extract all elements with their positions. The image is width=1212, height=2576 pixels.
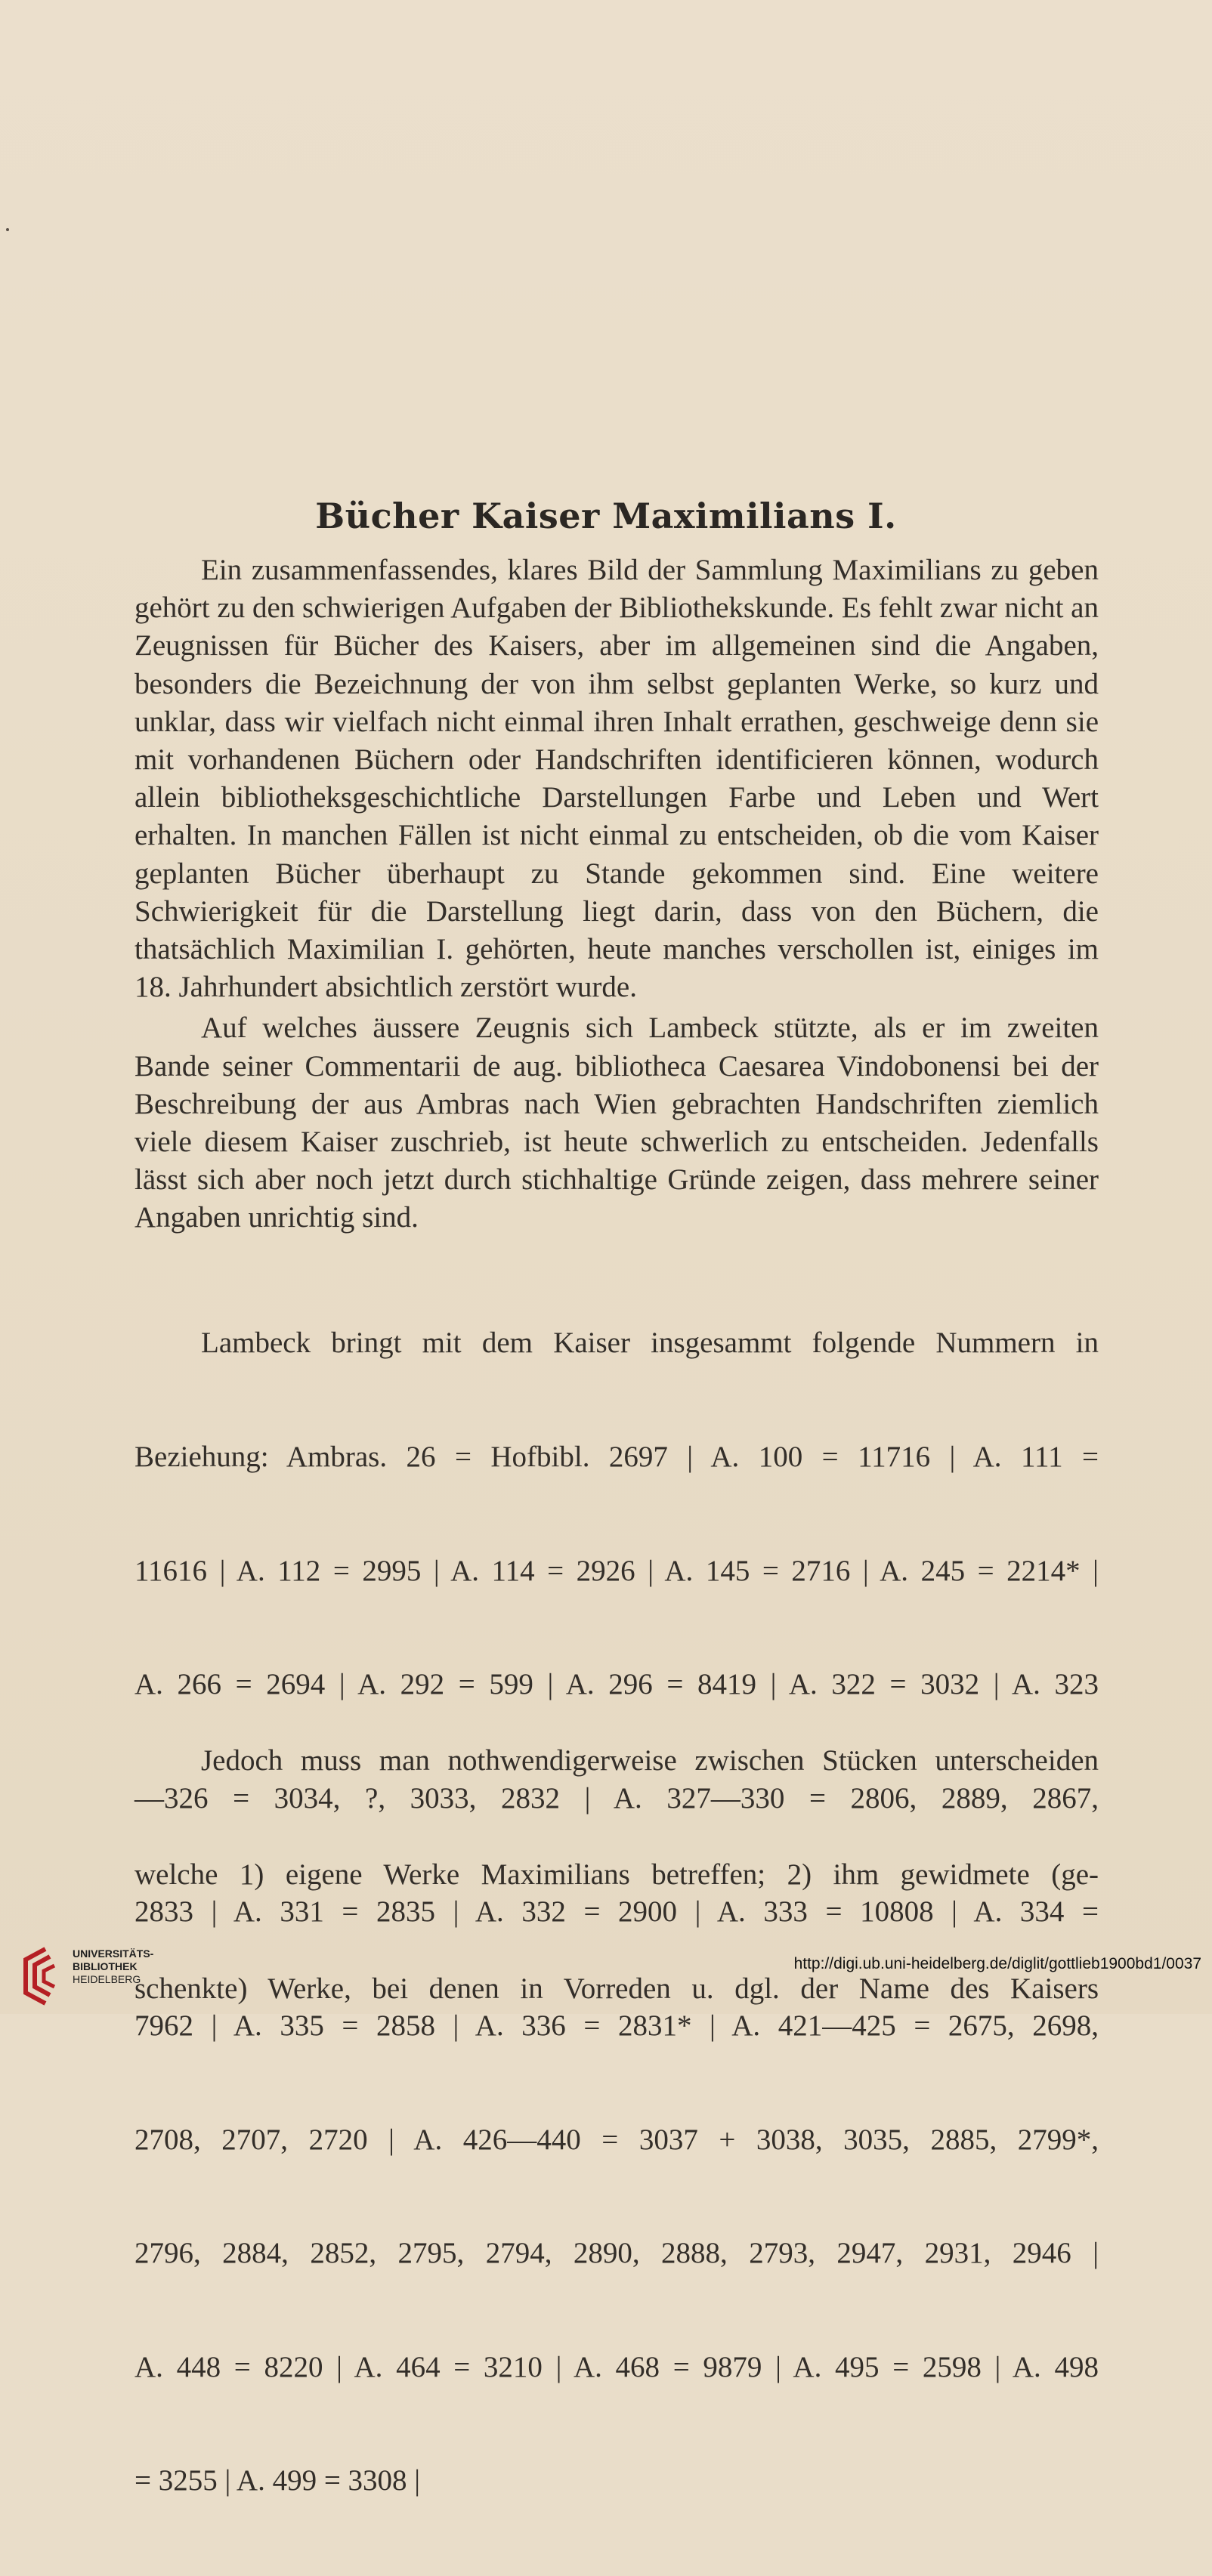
paragraph-2: Auf welches äussere Zeugnis sich Lambeck stützte, als er im zweiten Bande seiner Commentarii de aug. bibliotheca Caesarea Vindobonensi bei der Beschreibung der aus Ambras nach Wien gebrachten Handschriften ziemlich viele diesem Kaiser zuschrieb, ist heute schwerlich zu entscheiden. Jedenfalls lässt sich aber noch jetzt durch stichhaltige Gründe zeigen, dass mehrere seiner Angaben unrichtig sind.: [134, 1012, 1099, 1234]
numbers-line: 2796, 2884, 2852, 2795, 2794, 2890, 2888, 2793, 2947, 2931, 2946 |: [134, 2237, 1099, 2270]
library-name-line2: BIBLIOTHEK: [73, 1960, 138, 1972]
body-text: [134, 551, 1099, 1240]
closing-paragraph: [134, 1666, 1099, 2083]
digitization-footer: [0, 1922, 1212, 2014]
library-name-line3: HEIDELBERG: [73, 1973, 141, 1985]
source-url-link[interactable]: http://digi.ub.uni-heidelberg.de/diglit/gottlieb1900bd1/0037: [793, 1955, 1201, 1972]
numbers-line: = 3255 | A. 499 = 3308 |: [134, 2464, 421, 2497]
closing-line: welche 1) eigene Werke Maximilians betreffen; 2) ihm gewidmete (ge-: [134, 1858, 1099, 1891]
closing-line: Jedoch muss man nothwendigerweise zwischen Stücken unterscheiden: [201, 1744, 1099, 1778]
numbers-line: Beziehung: Ambras. 26 = Hofbibl. 2697 | A. 100 = 11716 | A. 111 =: [134, 1441, 1099, 1473]
ink-speck: [6, 228, 9, 231]
numbers-line: A. 266 = 2694 | A. 292 = 599 | A. 296 = 8419 | A. 322 = 3032 | A. 323: [134, 1668, 1099, 1701]
numbers-line: Lambeck bringt mit dem Kaiser insgesammt folgende Nummern in: [201, 1327, 1099, 1360]
numbers-line: 2708, 2707, 2720 | A. 426—440 = 3037 + 3038, 3035, 2885, 2799*,: [134, 2123, 1099, 2156]
numbers-line: A. 448 = 8220 | A. 464 = 3210 | A. 468 = 9879 | A. 495 = 2598 | A. 498: [134, 2350, 1099, 2383]
library-logo-icon: [15, 1944, 68, 2006]
paragraph-1: Ein zusammenfassendes, klares Bild der Sammlung Maximilians zu geben gehört zu den schwierigen Aufgaben der Bibliothekskunde. Es fehlt zwar nicht an Zeugnissen für Bücher des Kaisers, aber im allgemeinen sind die Angaben, besonders die Bezeichnung der von ihm selbst geplanten Werke, so kurz und unklar, dass wir vielfach nicht einmal ihren Inhalt errathen, geschweige denn sie mit vorhandenen Büchern oder Handschriften identificieren können, wodurch allein bibliotheksgeschichtliche Darstellungen Farbe und Leben und Wert erhalten. In manchen Fällen ist nicht einmal zu entscheiden, ob die vom Kaiser geplanten Bücher überhaupt zu Stande gekommen sind. Eine weitere Schwierigkeit für die Darstellung liegt darin, dass von den Büchern, die thatsächlich Maximilian I. gehörten, heute manches verschollen ist, einiges im 18. Jahrhundert absichtlich zerstört wurde.: [134, 554, 1099, 1004]
numbers-line: —326 = 3034, ?, 3033, 2832 | A. 327—330 = 2806, 2889, 2867,: [134, 1781, 1099, 1815]
page-title: Bücher Kaiser Maximilians I.: [315, 496, 897, 536]
numbers-line: 2833 | A. 331 = 2835 | A. 332 = 2900 | A. 333 = 10808 | A. 334 =: [134, 1895, 1099, 1929]
library-name: [73, 1947, 153, 1986]
numbers-line: 11616 | A. 112 = 2995 | A. 114 = 2926 | A. 145 = 2716 | A. 245 = 2214* |: [134, 1554, 1099, 1587]
library-name-line1: UNIVERSITÄTS-: [73, 1947, 154, 1960]
numbers-line: 7962 | A. 335 = 2858 | A. 336 = 2831* | A. 421—425 = 2675, 2698,: [134, 2009, 1099, 2042]
closing-line: schenkte) Werke, bei denen in Vorreden u. dgl. der Name des Kaisers: [134, 1972, 1099, 2005]
